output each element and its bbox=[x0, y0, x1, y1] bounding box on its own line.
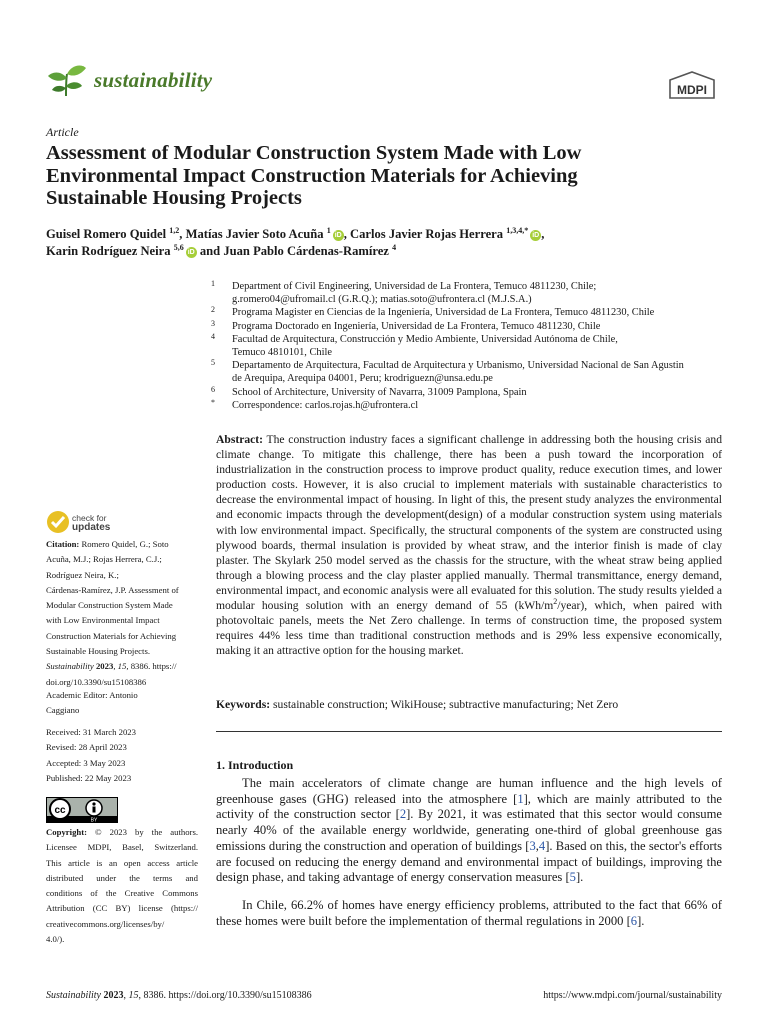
affiliation-line: Programa Magister en Ciencias de la Ingeniería, Universidad de La Frontera, Temuco 4811230, Chile bbox=[232, 307, 655, 319]
footer-journal: Sustainability bbox=[46, 990, 101, 1001]
footer-journal-url[interactable]: https://www.mdpi.com/journal/sustainability bbox=[543, 990, 722, 1001]
title-line: Assessment of Modular Construction System Made with Low bbox=[46, 142, 582, 164]
affiliation-line: Programa Doctorado en Ingeniería, Universidad de La Frontera, Temuco 4811230, Chile bbox=[232, 320, 601, 332]
body-paragraph bbox=[216, 898, 722, 929]
copyright-line: 4.0/). bbox=[46, 934, 65, 945]
keywords-label: Keywords: bbox=[216, 698, 271, 711]
footer-year: 2023 bbox=[103, 990, 124, 1001]
affiliation-number: * bbox=[211, 397, 215, 407]
copyright-line: This article is an open access article bbox=[46, 857, 198, 868]
license-link[interactable]: creativecommons.org/licenses/by/ bbox=[46, 918, 165, 929]
citation-line: Rodríguez Neira, K.; bbox=[46, 569, 119, 580]
affiliation-number: 1 bbox=[211, 279, 215, 288]
author-name: Matías Javier Soto Acuña bbox=[185, 227, 324, 241]
affiliation-number: 6 bbox=[211, 384, 215, 394]
copyright-block bbox=[46, 825, 198, 947]
citation-link[interactable]: 5 bbox=[569, 870, 576, 885]
editor-line: Academic Editor: Antonio bbox=[46, 690, 138, 700]
citation-volume: 15 bbox=[117, 661, 127, 672]
author-affiliation-sup: 1 bbox=[326, 225, 331, 235]
cc-label: BY bbox=[90, 817, 98, 823]
citation-line: Sustainable Housing Projects. bbox=[46, 646, 150, 657]
date-published: Published: 22 May 2023 bbox=[46, 772, 132, 783]
check-updates-line1: check for bbox=[72, 513, 107, 523]
affiliation-item bbox=[211, 306, 731, 319]
section-divider bbox=[216, 731, 722, 732]
journal-name: sustainability bbox=[94, 68, 213, 92]
affiliation-number: 2 bbox=[211, 305, 215, 315]
check-updates-icon bbox=[46, 510, 70, 534]
copyright-text: © 2023 by the authors. bbox=[95, 827, 199, 837]
affiliation-number: 4 bbox=[211, 331, 215, 341]
citation-link[interactable]: 4 bbox=[538, 838, 546, 853]
academic-editor bbox=[46, 688, 198, 719]
paragraph-text: ]. bbox=[637, 913, 645, 928]
citation-link[interactable]: 6 bbox=[630, 913, 638, 928]
citation-link[interactable]: 1 bbox=[517, 791, 524, 806]
abstract bbox=[216, 432, 722, 658]
affiliation-item bbox=[211, 320, 731, 333]
copyright-line: distributed under the terms and bbox=[46, 872, 198, 883]
author-conjunction: and bbox=[199, 244, 221, 258]
citation-text: , 8386. https:// bbox=[126, 661, 177, 672]
citation-line: Cárdenas-Ramírez, J.P. Assessment of bbox=[46, 584, 179, 595]
paper-title bbox=[46, 142, 726, 210]
citation-journal: Sustainability bbox=[46, 661, 94, 672]
section-heading: 1. Introduction bbox=[216, 758, 294, 772]
affiliation-number: 3 bbox=[211, 318, 215, 328]
author-separator: , bbox=[541, 227, 545, 241]
abstract-text: The construction industry faces a significant challenge in addressing both the housing crisis and climate change. To mitigate this challenge, there has been a push toward the incorporation of industrialization in the construction process to improve product quality, reduce execution times, and lower production costs. However, it is also crucial to implement materials with sustainable characteristics to decrease the environmental impact of housing. In light of this, the present study analyzes the environmental and economic impacts through the development(design) of a modular construction system using materials with low environmental impact. Specifically, the structural components of the system are constructed using plywood boards, thermal insulation is provided by wheat straw, and the interior finish is made of clay plaster. The Skylark 250 model served as the chassis for the structure, with the wheat straw being applied through a blowing process and the clay plaster applied manually. Thermal transmittance, energy demand, environmental impact, and economic analysis were all evaluated for this solution. The study results yielded a modular housing solution with an energy demand of 55 (kWh/m bbox=[216, 433, 722, 613]
correspondence-line: Correspondence: carlos.rojas.h@ufrontera.cl bbox=[232, 399, 419, 411]
editor-line: Caggiano bbox=[46, 705, 80, 716]
copyright-line: Attribution (CC BY) license (https:// bbox=[46, 903, 198, 914]
citation-year: 2023 bbox=[95, 661, 114, 672]
citation-line bbox=[46, 537, 198, 552]
paragraph-text: ]. By 2021, it was estimated that this sector would consume nearly 40% of the available energy worldwide, generating one-third of global greenhouse gas emissions during the construction and operation of buildings [ bbox=[216, 807, 722, 853]
affiliation-line: Facultad de Arquitectura, Construcción y Medio Ambiente, Universidad Autónoma de Chile, bbox=[232, 333, 618, 345]
copyright-line: Licensee MDPI, Basel, Switzerland. bbox=[46, 842, 198, 853]
author-list bbox=[46, 226, 736, 260]
author-affiliation-sup: 4 bbox=[392, 242, 397, 252]
footer-citation: Sustainability 2023, 15, 8386. https://doi.org/10.3390/su15108386 bbox=[46, 990, 312, 1001]
author-affiliation-sup: 1,2 bbox=[169, 225, 180, 235]
paragraph-text: , bbox=[535, 838, 539, 853]
citation-link[interactable]: 2 bbox=[399, 807, 407, 822]
citation-block bbox=[46, 537, 198, 690]
author-separator: , bbox=[179, 227, 183, 241]
citation-text: Romero Quidel, G.; Soto bbox=[81, 539, 169, 549]
copyright-line: conditions of the Creative Commons bbox=[46, 888, 198, 899]
author-name: Karin Rodríguez Neira bbox=[46, 244, 171, 258]
citation-doi-link[interactable]: doi.org/10.3390/su15108386 bbox=[46, 676, 147, 687]
title-line: Environmental Impact Construction Materials for Achieving bbox=[46, 164, 578, 187]
affiliation-item bbox=[211, 386, 731, 399]
date-accepted: Accepted: 3 May 2023 bbox=[46, 757, 126, 768]
citation-link[interactable]: 3 bbox=[529, 838, 536, 853]
citation-label: Citation: bbox=[46, 539, 80, 549]
author-line bbox=[46, 226, 736, 243]
author-name: Juan Pablo Cárdenas-Ramírez bbox=[223, 244, 389, 258]
article-type: Article bbox=[46, 125, 79, 139]
orcid-icon[interactable]: iD bbox=[532, 232, 540, 239]
author-name: Guisel Romero Quidel bbox=[46, 227, 167, 241]
affiliation-item bbox=[211, 280, 731, 306]
check-updates-line2: updates bbox=[72, 522, 111, 533]
mdpi-logo-icon bbox=[664, 70, 720, 100]
affiliation-line: Department of Civil Engineering, Universidad de La Frontera, Temuco 4811230, Chile; bbox=[232, 281, 597, 292]
paragraph-text: ]. bbox=[575, 870, 584, 885]
affiliation-line: Temuco 4810101, Chile bbox=[232, 347, 332, 359]
copyright-line bbox=[46, 825, 198, 840]
paragraph-text: ]. Based on this, the sector's efforts are focused on reducing the energy demand and environmental impact of buildings, improving the design phase, and taking advantage of energy conservation measures [ bbox=[216, 838, 723, 885]
keywords bbox=[216, 698, 722, 711]
paragraph-text: ], which are mainly attributed to the activity of the construction sector [ bbox=[216, 791, 722, 822]
date-revised: Revised: 28 April 2023 bbox=[46, 742, 127, 753]
abstract-superscript: 2 bbox=[553, 597, 558, 607]
cc-by-license-icon[interactable] bbox=[46, 797, 118, 823]
affiliations bbox=[211, 280, 731, 412]
affiliation-item bbox=[211, 359, 731, 385]
affiliation-line: de Arequipa, Arequipa 04001, Peru; krodriguezn@unsa.edu.pe bbox=[232, 373, 493, 385]
orcid-icon[interactable]: iD bbox=[334, 232, 342, 239]
abstract-label: Abstract: bbox=[216, 433, 264, 446]
orcid-icon[interactable]: iD bbox=[187, 249, 195, 256]
citation-line: with Low Environmental Impact bbox=[46, 615, 160, 626]
publisher-name: MDPI bbox=[677, 83, 707, 97]
footer-volume: 15 bbox=[128, 990, 139, 1001]
body-paragraph bbox=[216, 776, 722, 886]
citation-line: Acuña, M.J.; Rojas Herrera, C.J.; bbox=[46, 554, 162, 565]
journal-logo-icon bbox=[46, 62, 88, 98]
keywords-text: sustainable construction; WikiHouse; subtractive manufacturing; Net Zero bbox=[273, 698, 619, 711]
citation-line: Sustainability 2023, 15, 8386. https:// bbox=[46, 661, 177, 672]
check-for-updates-button[interactable] bbox=[46, 510, 166, 536]
affiliation-number: 5 bbox=[211, 358, 215, 368]
citation-line: Modular Construction System Made bbox=[46, 600, 173, 611]
author-separator: , bbox=[343, 227, 347, 241]
copyright-label: Copyright: bbox=[46, 827, 88, 837]
publication-dates bbox=[46, 725, 198, 786]
author-affiliation-sup: 5,6 bbox=[173, 242, 184, 252]
paragraph-text: The main accelerators of climate change are human influence and the high levels of greenhouse gases (GHG) released into the atmosphere [ bbox=[216, 776, 722, 806]
affiliation-item bbox=[211, 333, 731, 359]
abstract-text: /year), which, when paired with photovoltaic panels, meets the Net Zero challenge. In terms of construction time, the proposed system requires 44% less time than traditional construction methods and is 29% less expensive economically, making it an attractive option for the housing market. bbox=[216, 599, 722, 658]
paragraph-text: In Chile, 66.2% of homes have energy efficiency problems, attributed to the fact that 66% of these homes were built before the implementation of thermal regulations in 2000 [ bbox=[216, 898, 722, 928]
affiliation-line: School of Architecture, University of Navarra, 31009 Pamplona, Spain bbox=[232, 386, 527, 398]
title-line: Sustainable Housing Projects bbox=[46, 187, 302, 209]
footer-doi: , 8386. https://doi.org/10.3390/su15108386 bbox=[138, 990, 312, 1001]
correspondence-item bbox=[211, 399, 731, 412]
author-affiliation-sup: 1,3,4,* bbox=[506, 225, 529, 235]
affiliation-line: g.romero04@ufromail.cl (G.R.Q.); matias.soto@ufrontera.cl (M.J.S.A.) bbox=[232, 294, 532, 306]
citation-line: Construction Materials for Achieving bbox=[46, 630, 177, 641]
affiliation-line: Departamento de Arquitectura, Facultad de Arquitectura y Urbanismo, Universidad Nacional de San Agustin bbox=[232, 360, 684, 372]
author-line bbox=[46, 243, 736, 260]
author-name: Carlos Javier Rojas Herrera bbox=[350, 227, 504, 241]
date-received: Received: 31 March 2023 bbox=[46, 727, 136, 737]
svg-text:cc: cc bbox=[54, 805, 66, 816]
